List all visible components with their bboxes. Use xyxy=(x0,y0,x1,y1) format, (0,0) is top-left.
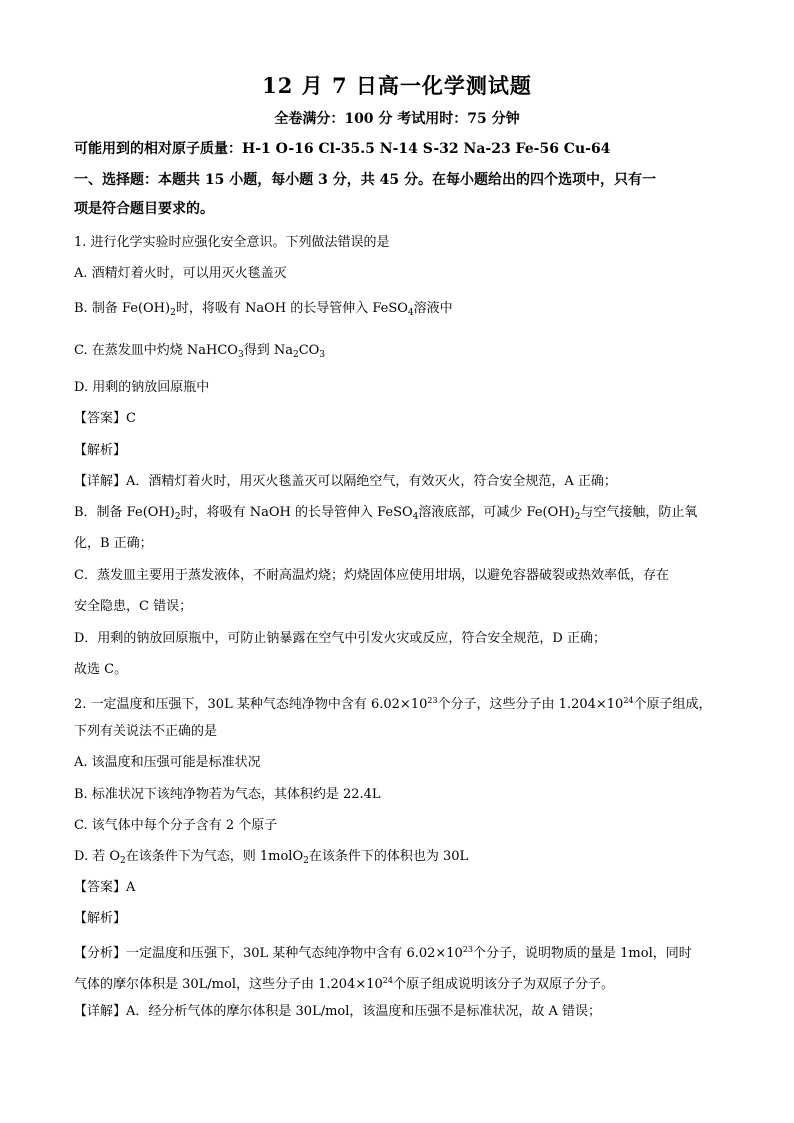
q1-detail-a: 【详解】A．酒精灯着火时，用灭火毯盖灭可以隔绝空气，有效灭火，符合安全规范，A 正确； xyxy=(74,474,617,489)
q1-detail-c-cont: 安全隐患，C 错误； xyxy=(74,599,193,614)
q1-stem: 1. 进行化学实验时应强化安全意识。下列做法错误的是 xyxy=(74,235,390,250)
q1-detail-c: C．蒸发皿主要用于蒸发液体，不耐高温灼烧；灼烧固体应使用坩埚，以避免容器破裂或热效率低，存在 xyxy=(74,568,669,583)
q2-option-c: C. 该气体中每个分子含有 2 个原子 xyxy=(74,818,278,833)
q2-analysis-line1: 【分析】一定温度和压强下，30L 某种气态纯净物中含有 $6.02\times 10^{23}$个分子，说明物质的量是 1mol，同时 xyxy=(74,945,692,961)
q1-detail-d: D．用剩的钠放回原瓶中，可防止钠暴露在空气中引发火灾或反应，符合安全规范，D 正确； xyxy=(74,631,606,646)
q1-option-b: B. 制备 $Fe(OH)_2$时，将吸有 NaOH 的长导管伸入 FeSO$_4$溶液中 xyxy=(74,301,453,318)
atomic-masses: 可能用到的相对原子质量：H-1 O-16 Cl-35.5 N-14 S-32 Na-23 Fe-56 Cu-64 xyxy=(74,141,611,157)
q1-detail-b-cont: 化，B 正确； xyxy=(74,536,153,551)
q1-option-c: C. 在蒸发皿中灼烧 NaHCO$_3$得到 $Na_2CO_3$ xyxy=(74,343,326,360)
q2-analysis-label: 【解析】 xyxy=(74,911,127,926)
q2-option-d: D. 若 $O_2$在该条件下为气态，则 1molO$_2$在该条件下的体积也为 30L xyxy=(74,849,469,866)
section-heading-line2: 项是符合题目要求的。 xyxy=(74,201,214,217)
q1-option-d: D. 用剩的钠放回原瓶中 xyxy=(74,380,210,395)
q2-answer: 【答案】A xyxy=(74,880,136,895)
q2-stem-line1: 2. 一定温度和压强下，30L 某种气态纯净物中含有 $6.02\times 10^{23}$个分子，这些分子由 $1.204\times 10^{24}$个原子组成， xyxy=(74,696,712,712)
q2-analysis-line2: 气体的摩尔体积是 30L/mol，这些分子由 $1.204\times 10^{24}$个原子组成说明该分子为双原子分子。 xyxy=(74,976,614,992)
q2-detail-a: 【详解】A．经分析气体的摩尔体积是 30L/mol，该温度和压强不是标准状况，故 A 错误； xyxy=(74,1004,602,1019)
q2-option-b: B. 标准状况下该纯净物若为气态，其体积约是 22.4L xyxy=(74,787,381,802)
section-heading-line1: 一、选择题：本题共 15 小题，每小题 3 分，共 45 分。在每小题给出的四个选项中，只有一 xyxy=(74,172,656,188)
q1-detail-b: B．制备 $Fe(OH)_2$时，将吸有 NaOH 的长导管伸入 FeSO$_4$溶液底部，可减少 $Fe(OH)_2$与空气接触，防止氧 xyxy=(74,505,698,522)
q1-conclusion: 故选 C。 xyxy=(74,662,128,677)
q2-option-a: A. 该温度和压强可能是标准状况 xyxy=(74,755,261,770)
q1-analysis-label: 【解析】 xyxy=(74,443,127,458)
q1-option-a: A. 酒精灯着火时，可以用灭火毯盖灭 xyxy=(74,266,287,281)
page-subtitle: 全卷满分：100 分 考试用时：75 分钟 xyxy=(274,111,520,127)
q1-answer: 【答案】C xyxy=(74,411,136,426)
page-title: 12 月 7 日高一化学测试题 xyxy=(262,73,532,98)
q2-stem-line2: 下列有关说法不正确的是 xyxy=(74,724,218,739)
